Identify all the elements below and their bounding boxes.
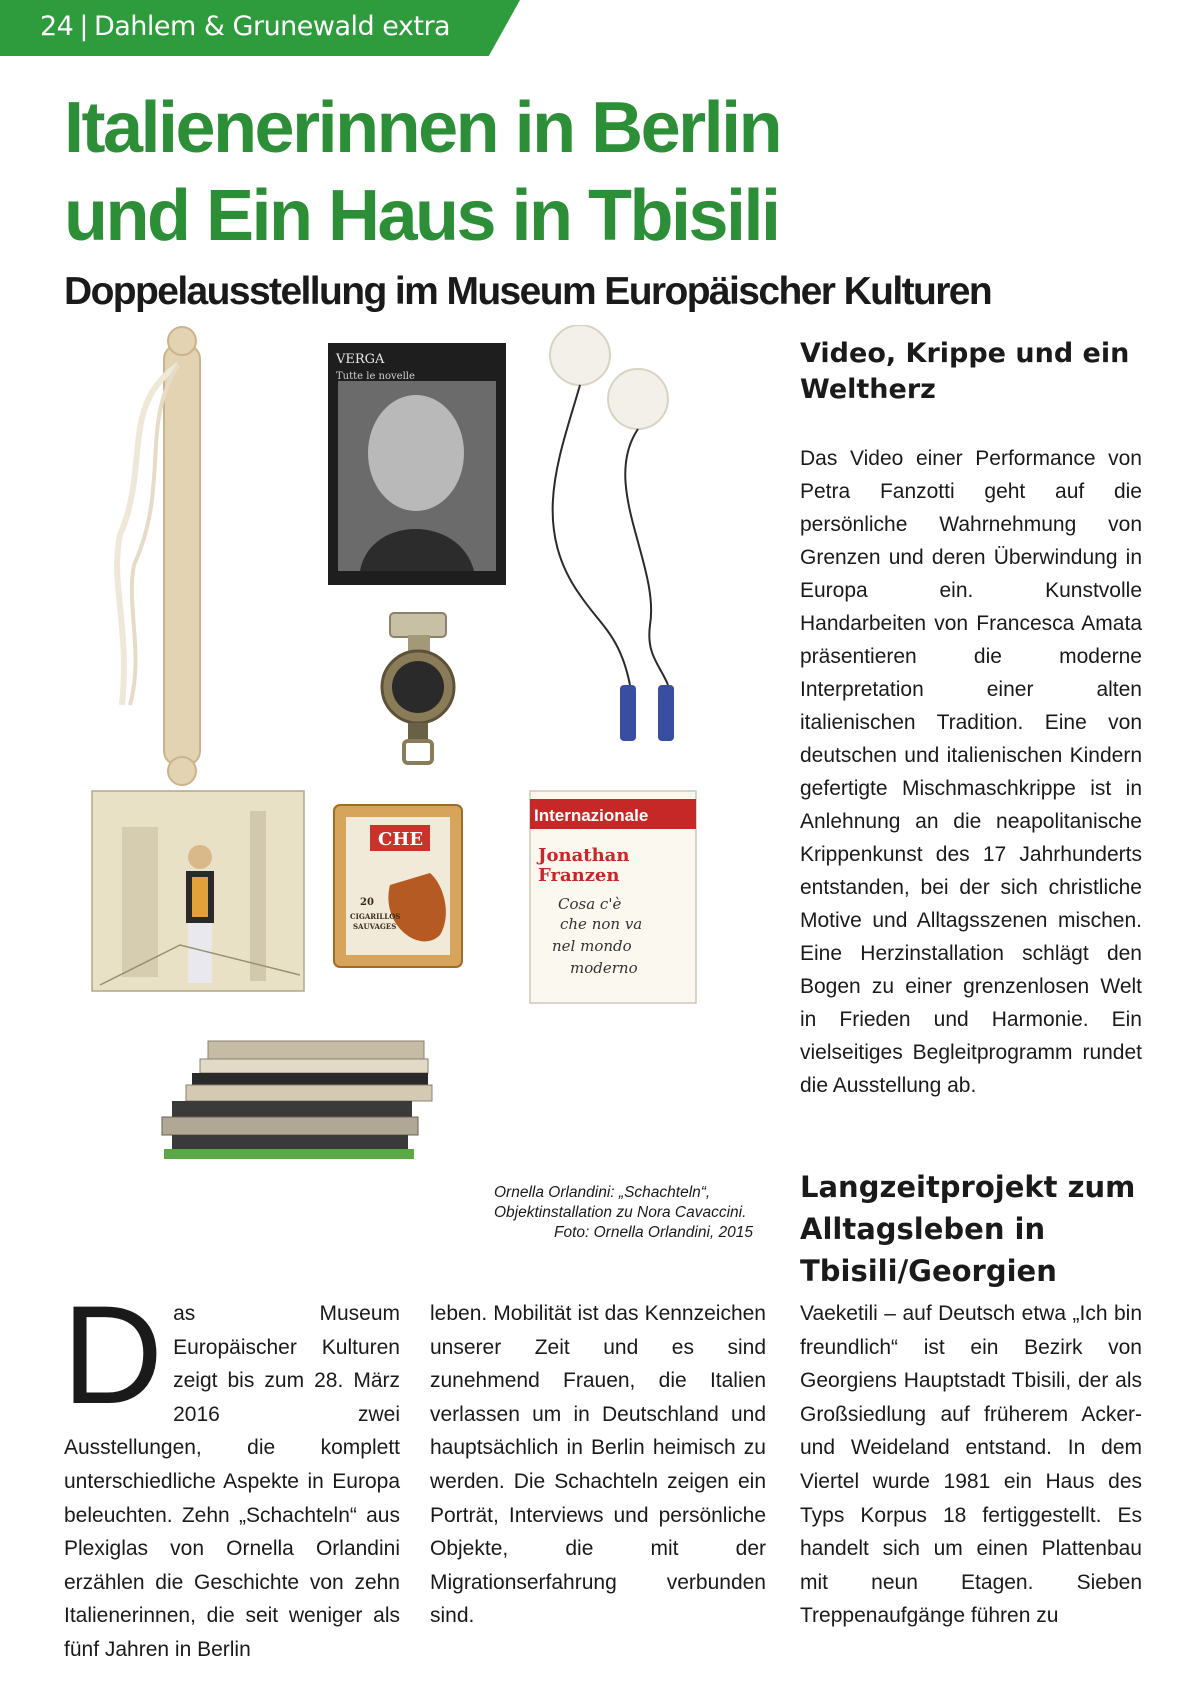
exhibition-objects-photo xyxy=(60,325,790,1325)
photo-caption xyxy=(494,1183,779,1243)
article-column-3: Vaeketili – auf Deutsch etwa „Ich bin freundlich“ ist ein Bezirk von Georgiens Hauptstadt Tbisili, der als Großsiedlung auf früherem Acker- und Weideland entstand. In dem Viertel wurde 1981 ein Haus des Typs Korpus 18 fertiggestellt. Es handelt sich um einen Plattenbau mit neun Etagen. Sieben Treppenaufgänge führen zu xyxy=(800,1302,1142,1628)
subheadline: Doppelausstellung im Museum Europäischer Kulturen xyxy=(64,270,992,313)
internazionale-magazine-object xyxy=(530,791,696,1003)
page-number: 24 xyxy=(40,11,74,42)
headline-line-2: und Ein Haus in Tbisili xyxy=(64,176,779,256)
headphone-balls-object xyxy=(550,325,674,741)
section-heading-tbisili: Langzeitprojekt zum Alltagsleben in Tbisili/Georgien xyxy=(800,1170,1136,1288)
magazine-name: Internazionale xyxy=(534,806,649,825)
tin-count: 20 xyxy=(360,897,374,908)
verga-book-object xyxy=(328,343,506,585)
photo-credit: Foto: Ornella Orlandini, 2015 xyxy=(554,1224,754,1241)
article-text-1: as Museum Europäischer Kulturen zeigt bis zum 28. März 2016 zwei Ausstellungen, die komplett unterschiedliche Aspekte in Europa beleuchten. Zehn „Schachteln“ aus Plexiglas von Ornella Orlandini erzählen die Geschichte von zehn Italienerinnen, die seit weniger als fünf Jahren in Berlin xyxy=(64,1302,400,1661)
magazine-author-first: Jonathan xyxy=(538,845,630,866)
section-name: Dahlem & Grunewald extra xyxy=(93,11,451,42)
magazine-author-last: Franzen xyxy=(538,865,620,886)
headline xyxy=(64,84,824,260)
tin-variant: SAUVAGES xyxy=(353,922,397,931)
illustration-card-object xyxy=(92,791,304,991)
header-separator: | xyxy=(79,11,88,42)
header-label xyxy=(40,11,450,42)
magazine-cover-line-4: moderno xyxy=(570,959,638,977)
rolling-pin-object xyxy=(117,327,200,785)
section-heading-video: Video, Krippe und ein Weltherz xyxy=(800,338,1130,405)
headline-line-1: Italienerinnen in Berlin xyxy=(64,88,781,168)
article-column-2: leben. Mobilität ist das Kennzeichen unserer Zeit und es sind zunehmend Frauen, die Italien verlassen um in Deutschland und hauptsächlich in Berlin heimisch zu werden. Die Schachteln zeigen ein Porträt, Interviews und persönliche Objekte, die mit der Migrationserfahrung verbunden sind. xyxy=(430,1302,766,1628)
caption-text: Ornella Orlandini: „Schachteln“, Objektinstallation zu Nora Cavaccini. xyxy=(494,1184,747,1221)
article-column-1 xyxy=(62,1276,400,1667)
book-title: Tutte le novelle xyxy=(336,371,415,382)
section-text-video: Das Video einer Performance von Petra Fanzotti geht auf die persönliche Wahrnehmung von Grenzen und deren Überwindung in Europa ein. Kunstvolle Handarbeiten von Francesca Amata präsentieren die moderne Interpretation einer alten italienischen Tradition. Eine von deutschen und italienischen Kindern gefertigte Mischmaschkrippe ist in Anlehnung an die neapolitanische Krippenkunst des 17 Jahrhunderts entstanden, bei der sich christliche Motive und Alltagsszenen mischen. Eine Herzinstallation schlägt den Bogen zu einer grenzenlosen Welt in Frieden und Harmonie. Ein vielseitiges Begleitprogramm rundet die Ausstellung ab. xyxy=(800,447,1142,1097)
tin-product: CIGARILLOS xyxy=(350,912,401,921)
book-author: VERGA xyxy=(336,352,385,367)
compass-object xyxy=(382,613,454,763)
notebook-stack-object xyxy=(162,1041,432,1159)
cigarillo-tin-object xyxy=(334,805,462,967)
tin-brand: CHE xyxy=(378,829,424,850)
magazine-cover-line-2: che non va xyxy=(560,915,643,933)
drop-cap: D xyxy=(62,1276,164,1433)
magazine-cover-line-1: Cosa c'è xyxy=(558,895,622,913)
magazine-cover-line-3: nel mondo xyxy=(552,937,632,955)
